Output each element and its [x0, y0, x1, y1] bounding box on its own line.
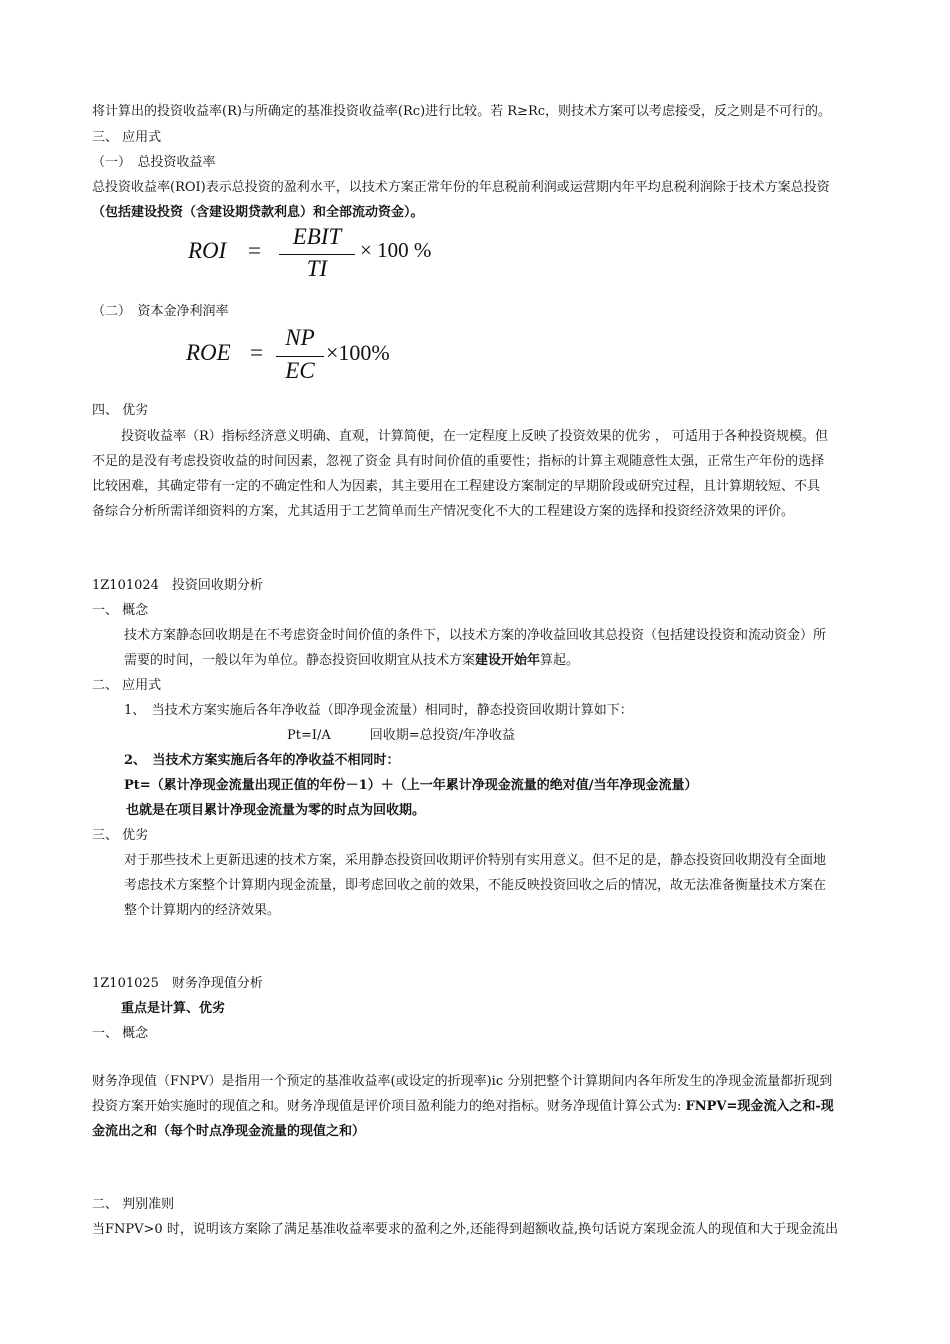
heading-pros-cons: 四、 优劣: [92, 403, 149, 418]
paragraph-comparison: 将计算出的投资收益率(R)与所确定的基准投资收益率(Rc)进行比较。若 R≥Rc，则技术方案可以考虑接受，反之则是不可行的。: [92, 104, 832, 119]
paragraph-payback-pros-cons-2: 考虑技术方案整个计算期内现金流量，即考虑回收之前的效果，不能反映投资回收之后的情况，故无法准备衡量技术方案在: [124, 878, 827, 893]
section-title-1z101025: 1Z101025 财务净现值分析: [92, 976, 263, 991]
paragraph-payback-concept-2: [124, 648, 907, 673]
paragraph-payback-pros-cons-3: 整个计算期内的经济效果。: [124, 903, 281, 918]
formula-roe: [184, 325, 434, 387]
text-run-bold: FNPV=现金流入之和-现: [685, 1099, 834, 1114]
text-run-bold: 建设开始年: [475, 653, 541, 668]
formula-case-1-equation: Pt=I/A 回收期=总投资/年净收益: [287, 728, 516, 743]
formula-case-2-equation: Pt=（累计净现金流量出现正值的年份－1）＋（上一年累计净现金流量的绝对值/当年净现金流量）: [124, 778, 698, 793]
text-run: 算起。: [540, 653, 580, 668]
section-title-1z101024: 1Z101024 投资回收期分析: [92, 578, 263, 593]
formula-case-1: 1、 当技术方案实施后各年净收益（即净现金流量）相同时，静态投资回收期计算如下：: [124, 703, 633, 718]
formula-case-2: 2、 当技术方案实施后各年的净收益不相同时：: [124, 753, 400, 768]
paragraph-pros-cons-1: 投资收益率（R）指标经济意义明确、直观，计算简便，在一定程度上反映了投资效果的优劣 ， 可适用于各种投资规模。但: [121, 429, 829, 444]
key-point-note: 重点是计算、优劣: [121, 1001, 226, 1016]
paragraph-decision-rule-1: 当FNPV>0 时，说明该方案除了满足基准收益率要求的盈利之外,还能得到超额收益,换句话说方案现金流人的现值和大于现金流出: [92, 1222, 839, 1237]
formula-roe-tail: ×100%: [326, 340, 390, 365]
paragraph-payback-concept-1: 技术方案静态回收期是在不考虑资金时间价值的条件下，以技术方案的净收益回收其总投资（包括建设投资和流动资金）所: [124, 628, 827, 643]
formula-roi-fraction: [279, 224, 355, 284]
formula-roi-fraction-bar: [279, 254, 355, 255]
formula-roe-fraction-bar: [276, 356, 324, 357]
paragraph-pros-cons-4: 备综合分析所需详细资料的方案，尤其适用于工艺简单而生产情况变化不大的工程建设方案的选择和投资经济效果的评价。: [92, 504, 795, 519]
formula-roi-tail: × 100 %: [360, 238, 432, 262]
paragraph-roi-definition: 总投资收益率(ROI)表示总投资的盈利水平，以技术方案正常年份的年息税前利润或运营期内年平均息税利润除于技术方案总投资: [92, 180, 830, 195]
paragraph-pros-cons-3: 比较困难，其确定带有一定的不确定性和人为因素，其主要用在工程建设方案制定的早期阶段或研究过程，且计算期较短、不具: [92, 479, 821, 494]
formula-roi-numerator: EBIT: [292, 224, 342, 249]
formula-case-2-note: 也就是在项目累计净现金流量为零的时点为回收期。: [126, 803, 426, 818]
heading-decision-rule: 二、 判别准则: [92, 1197, 175, 1212]
subheading-roe: （二） 资本金净利润率: [92, 304, 229, 319]
text-run: 需要的时间，一般以年为单位。静态投资回收期宜从技术方案: [124, 653, 476, 668]
formula-roe-denominator: EC: [285, 358, 315, 383]
formula-roi-lhs: ROI: [188, 238, 227, 263]
heading-npv-concept: 一、 概念: [92, 1026, 149, 1041]
formula-roe-numerator: NP: [285, 325, 315, 350]
formula-roe-equals: =: [250, 340, 263, 365]
paragraph-pros-cons-2: 不足的是没有考虑投资收益的时间因素，忽视了资金 具有时间价值的重要性；指标的计算主观随意性太强，正常生产年份的选择: [92, 454, 825, 469]
paragraph-payback-pros-cons-1: 对于那些技术上更新迅速的技术方案，采用静态投资回收期评价特别有实用意义。但不足的是，静态投资回收期没有全面地: [124, 853, 827, 868]
formula-roe-lhs: ROE: [186, 340, 231, 365]
formula-roi-denominator: TI: [306, 256, 328, 281]
heading-concept: 一、 概念: [92, 603, 149, 618]
heading-payback-formula: 二、 应用式: [92, 678, 162, 693]
paragraph-roi-definition-cont: （包括建设投资（含建设期贷款利息）和全部流动资金）。: [92, 205, 424, 220]
heading-application: 三、 应用式: [92, 130, 162, 145]
formula-roe-fraction: [276, 325, 324, 385]
formula-roi: [186, 224, 456, 286]
heading-payback-pros-cons: 三、 优劣: [92, 828, 149, 843]
subheading-roi: （一） 总投资收益率: [92, 155, 216, 170]
formula-roi-equals: =: [248, 238, 261, 263]
paragraph-npv-definition-1: 财务净现值（FNPV）是指用一个预定的基准收益率(或设定的折现率)ic 分别把整个计算期间内各年所发生的净现金流量都折现到: [92, 1074, 833, 1089]
paragraph-npv-definition-3: 金流出之和（每个时点净现金流量的现值之和）: [92, 1124, 366, 1139]
text-run: 投资方案开始实施时的现值之和。财务净现值是评价项目盈利能力的绝对指标。财务净现值计算公式为:: [92, 1099, 686, 1114]
paragraph-npv-definition-2: [92, 1094, 907, 1119]
